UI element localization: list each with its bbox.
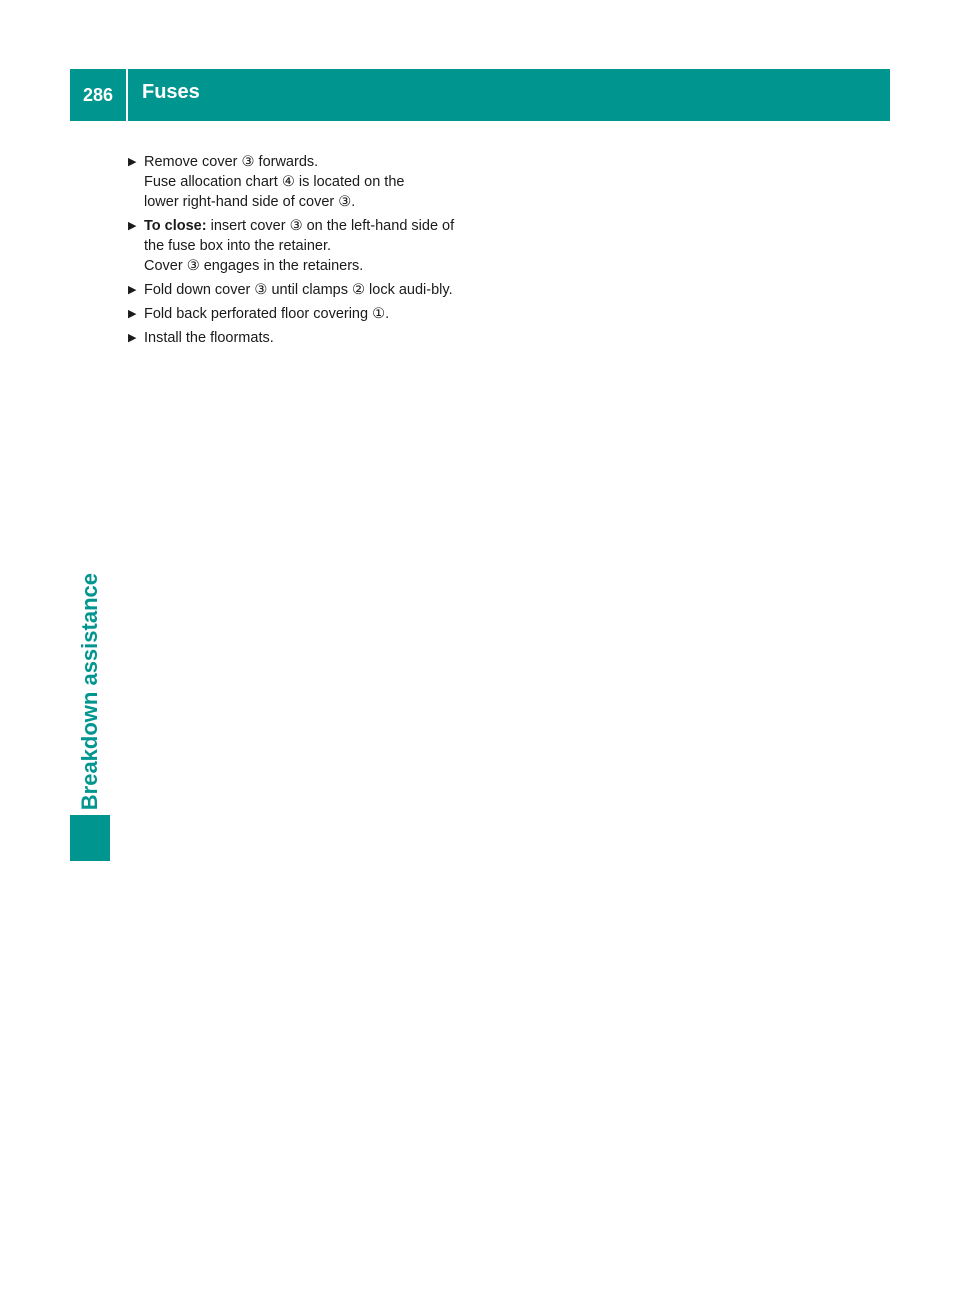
step-install-floormats (128, 328, 468, 348)
side-tab-label: Breakdown assistance (77, 572, 102, 810)
page-number: 286 (82, 84, 114, 105)
step-text: Remove cover ③ forwards. (144, 154, 319, 170)
step-text: Install the floormats. (144, 330, 274, 346)
header-divider (126, 69, 128, 121)
step-fold-back-covering (128, 304, 468, 324)
step-arrow-icon: ▶ (128, 308, 137, 320)
step-body: insert cover ③ on the left-hand side of the fuse box into the retainer. (144, 218, 455, 254)
step-text: Fold down cover ③ until clamps ② lock audi-bly. (144, 282, 453, 298)
step-note-line: lower right-hand side of cover ③. (144, 194, 356, 210)
side-tab (70, 300, 110, 810)
step-bold-prefix: To close: (144, 218, 207, 234)
step-note: Cover ③ engages in the retainers. (144, 258, 364, 274)
instruction-list (128, 152, 468, 352)
step-arrow-icon: ▶ (128, 220, 137, 232)
step-arrow-icon: ▶ (128, 332, 137, 344)
step-remove-cover (128, 152, 468, 212)
side-tab-marker (70, 815, 110, 861)
step-fold-down-cover (128, 280, 468, 300)
step-text (144, 216, 468, 256)
step-note-line: Fuse allocation chart ④ is located on the (144, 174, 405, 190)
section-title: Fuses (142, 80, 200, 103)
step-to-close (128, 216, 468, 276)
step-arrow-icon: ▶ (128, 284, 137, 296)
step-arrow-icon: ▶ (128, 156, 137, 168)
step-text: Fold back perforated floor covering ①. (144, 306, 390, 322)
